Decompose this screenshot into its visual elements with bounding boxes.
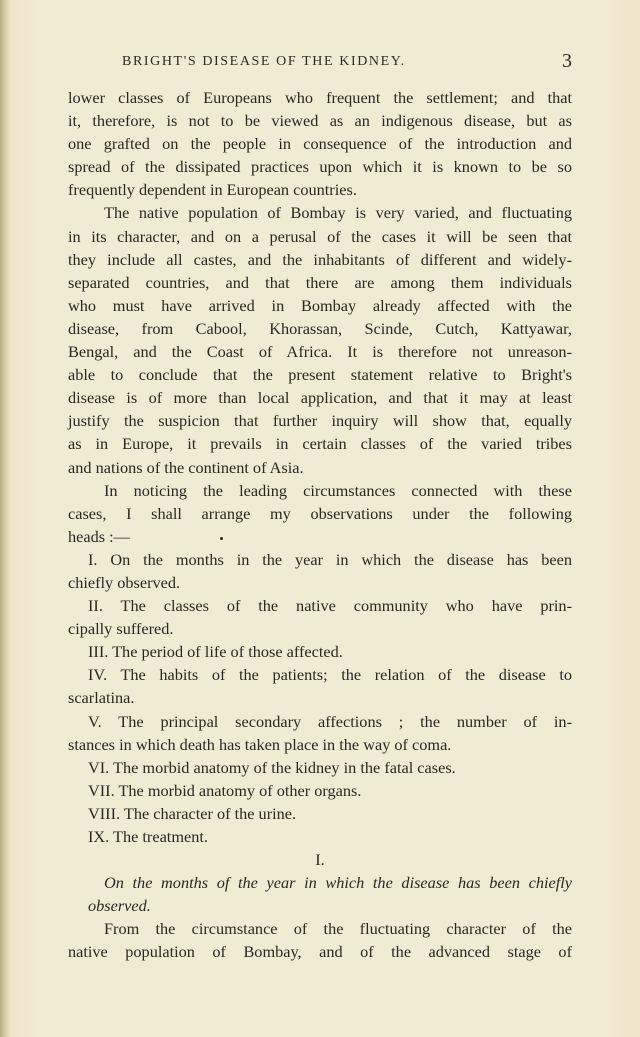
text-line: VII. The morbid anatomy of other organs. (88, 780, 362, 800)
text-line: native population of Bombay, and of the advanced stage of (68, 942, 572, 962)
text-line: disease, from Cabool, Khorassan, Scinde, Cutch, Kattyawar, (68, 318, 572, 338)
text-line: one grafted on the people in consequence of the introduction and (68, 134, 572, 154)
text-line: Bengal, and the Coast of Africa. It is therefore not unreason- (68, 342, 572, 362)
text-line: able to conclude that the present statement relative to Bright's (68, 365, 572, 385)
text-line: chiefly observed. (68, 572, 181, 592)
page-number: 3 (562, 50, 572, 72)
text-line: frequently dependent in European countries. (68, 180, 357, 200)
text-line: IX. The treatment. (88, 827, 208, 846)
running-title: BRIGHT'S DISEASE OF THE KIDNEY. (122, 54, 406, 69)
text-line: as in Europe, it prevails in certain classes of the varied tribes (68, 434, 572, 454)
text-line: scarlatina. (68, 688, 135, 708)
text-line: The native population of Bombay is very varied, and fluctuating (104, 203, 572, 223)
text-line: spread of the dissipated practices upon which it is known to be so (68, 157, 572, 177)
text-line: cases, I shall arrange my observations under the following (68, 503, 572, 523)
ink-speck (220, 537, 223, 540)
text-line: heads :— (68, 525, 572, 548)
text-line: II. The classes of the native community who have prin- (88, 596, 572, 616)
text-line: justify the suspicion that further inquiry will show that, equally (68, 411, 572, 431)
text-line: who must have arrived in Bombay already affected with the (68, 295, 572, 315)
text-line: IV. The habits of the patients; the relation of the disease to (88, 665, 572, 685)
text-line: III. The period of life of those affected. (88, 642, 343, 662)
text-line: From the circumstance of the fluctuating character of the (104, 919, 572, 939)
page-binding-shadow (0, 0, 10, 1037)
text-line: On the months of the year in which the disease has been chiefly (104, 873, 572, 893)
text-line: cipally suffered. (68, 619, 174, 639)
text-line: I. (315, 850, 325, 870)
text-line: lower classes of Europeans who frequent the settlement; and that (68, 88, 572, 107)
text-line: stances in which death has taken place in the way of coma. (68, 734, 452, 754)
body-text (68, 86, 572, 964)
text-line: in its character, and on a perusal of the cases it will be seen that (68, 226, 572, 246)
text-line: they include all castes, and the inhabitants of different and widely- (68, 249, 572, 269)
text-line: In noticing the leading circumstances connected with these (104, 480, 572, 500)
text-line: disease is of more than local application, and that it may at least (68, 388, 572, 408)
text-line: VI. The morbid anatomy of the kidney in the fatal cases. (88, 757, 456, 777)
text-line: V. The principal secondary affections ; the number of in- (88, 711, 572, 731)
text-line: I. On the months in the year in which the disease has been (88, 549, 572, 569)
page-header (122, 50, 572, 74)
text-line: it, therefore, is not to be viewed as an indigenous disease, but as (68, 111, 572, 131)
text-line: separated countries, and that there are among them individuals (68, 272, 572, 292)
text-line: VIII. The character of the urine. (88, 803, 297, 823)
text-line: observed. (88, 896, 151, 916)
text-line: and nations of the continent of Asia. (68, 457, 304, 477)
